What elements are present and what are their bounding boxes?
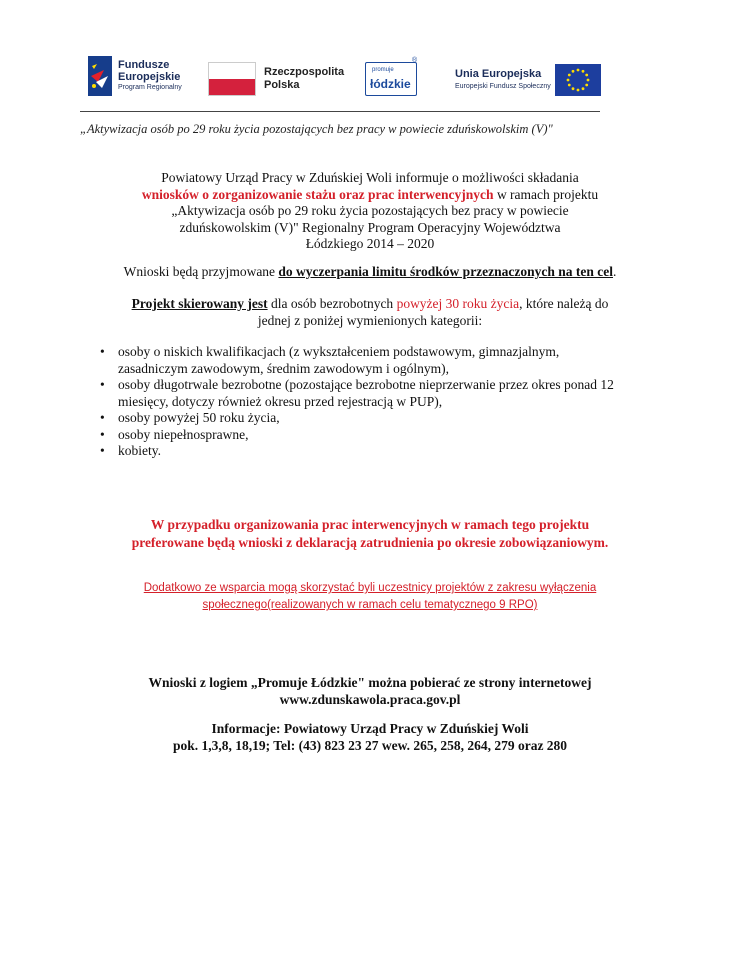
download-url[interactable]: www.zdunskawola.praca.gov.pl bbox=[279, 692, 461, 707]
fe-logo-sub: Program Regionalny bbox=[118, 84, 182, 91]
ue-logo-title: Unia Europejska bbox=[455, 68, 542, 80]
target-lead: Projekt skierowany jest bbox=[131, 296, 268, 311]
header-divider bbox=[80, 111, 600, 112]
fe-logo-line2: Europejskie bbox=[118, 71, 181, 83]
registered-mark: ® bbox=[412, 57, 418, 64]
intro-line-2-rest: w ramach projektu bbox=[496, 186, 599, 202]
deadline-suffix: . bbox=[613, 264, 617, 279]
target-rest: , które należą do bbox=[519, 296, 609, 311]
intro-paragraph bbox=[70, 170, 670, 253]
preference-note bbox=[80, 516, 660, 552]
contact-line-1: Informacje: Powiatowy Urząd Pracy w Zduńskiej Woli bbox=[211, 721, 529, 736]
preference-line-1: W przypadku organizowania prac interwencyjnych w ramach tego projektu bbox=[150, 517, 590, 532]
fe-logo-icon bbox=[88, 56, 112, 96]
lodzkie-label: łódzkie bbox=[370, 77, 411, 91]
eu-flag-icon bbox=[555, 64, 601, 96]
deadline-prefix: Wnioski będą przyjmowane bbox=[123, 264, 276, 279]
list-item: • osoby o niskich kwalifikacjach (z wykształceniem podstawowym, gimnazjalnym, zasadniczym zawodowym, średnim zawodowym i ogólnym), bbox=[96, 344, 616, 377]
promuje-label: promuje bbox=[372, 67, 394, 73]
project-title-header: „Aktywizacja osób po 29 roku życia pozostających bez pracy w powiecie zduńskowolskim (V)" bbox=[80, 122, 553, 136]
list-item: • kobiety. bbox=[96, 443, 616, 460]
poland-flag-icon bbox=[208, 62, 256, 96]
contact-line-2: pok. 1,3,8, 18,19; Tel: (43) 823 23 27 wew. 265, 258, 264, 279 oraz 280 bbox=[172, 738, 568, 753]
promuje-lodzkie-logo bbox=[365, 57, 418, 96]
deadline-emphasis: do wyczerpania limitu środków przeznaczonych na ten cel bbox=[278, 264, 614, 279]
list-item: • osoby niepełnosprawne, bbox=[96, 427, 616, 444]
ue-logo-sub: Europejski Fundusz Społeczny bbox=[455, 83, 551, 90]
rp-logo-line1: Rzeczpospolita bbox=[264, 66, 345, 78]
preference-line-2: preferowane będą wnioski z deklaracją zatrudnienia po okresie zobowiązaniowym. bbox=[131, 535, 609, 550]
extra-line-2: społecznego(realizowanych w ramach celu tematycznego 9 RPO) bbox=[202, 599, 538, 611]
download-line-1: Wnioski z logiem „Promuje Łódzkie" można pobierać ze strony internetowej bbox=[148, 675, 592, 690]
download-info bbox=[80, 674, 660, 708]
fe-logo-line1: Fundusze bbox=[118, 59, 170, 71]
intro-line-1: Powiatowy Urząd Pracy w Zduńskiej Woli informuje o możliwości składania bbox=[161, 170, 579, 185]
intro-highlight: wniosków o zorganizowanie stażu oraz prac interwencyjnych bbox=[141, 186, 494, 202]
contact-info bbox=[80, 720, 660, 754]
deadline-paragraph bbox=[60, 264, 680, 280]
list-item: • osoby powyżej 50 roku życia, bbox=[96, 410, 616, 427]
target-mid: dla osób bezrobotnych bbox=[270, 296, 394, 311]
list-item: • osoby długotrwale bezrobotne (pozostające bezrobotne nieprzerwanie przez okres ponad 12 miesięcy, dotyczy również okresu przed rejestracją w PUP), bbox=[96, 377, 616, 410]
rp-logo-line2: Polska bbox=[264, 79, 300, 91]
extra-note bbox=[90, 580, 650, 614]
fundusze-europejskie-logo bbox=[88, 56, 198, 100]
intro-line-3: „Aktywizacja osób po 29 roku życia pozostających bez pracy w powiecie bbox=[171, 203, 569, 218]
target-paragraph bbox=[90, 296, 650, 329]
intro-line-5: Łódzkiego 2014 – 2020 bbox=[305, 236, 435, 251]
category-list bbox=[96, 344, 616, 460]
target-age: powyżej 30 roku życia bbox=[396, 296, 520, 311]
extra-line-1: Dodatkowo ze wsparcia mogą skorzystać byli uczestnicy projektów z zakresu wyłączenia bbox=[143, 582, 597, 594]
intro-line-4: zduńskowolskim (V)" Regionalny Program Operacyjny Województwa bbox=[179, 219, 561, 235]
target-line-2: jednej z poniżej wymienionych kategorii: bbox=[257, 312, 483, 328]
